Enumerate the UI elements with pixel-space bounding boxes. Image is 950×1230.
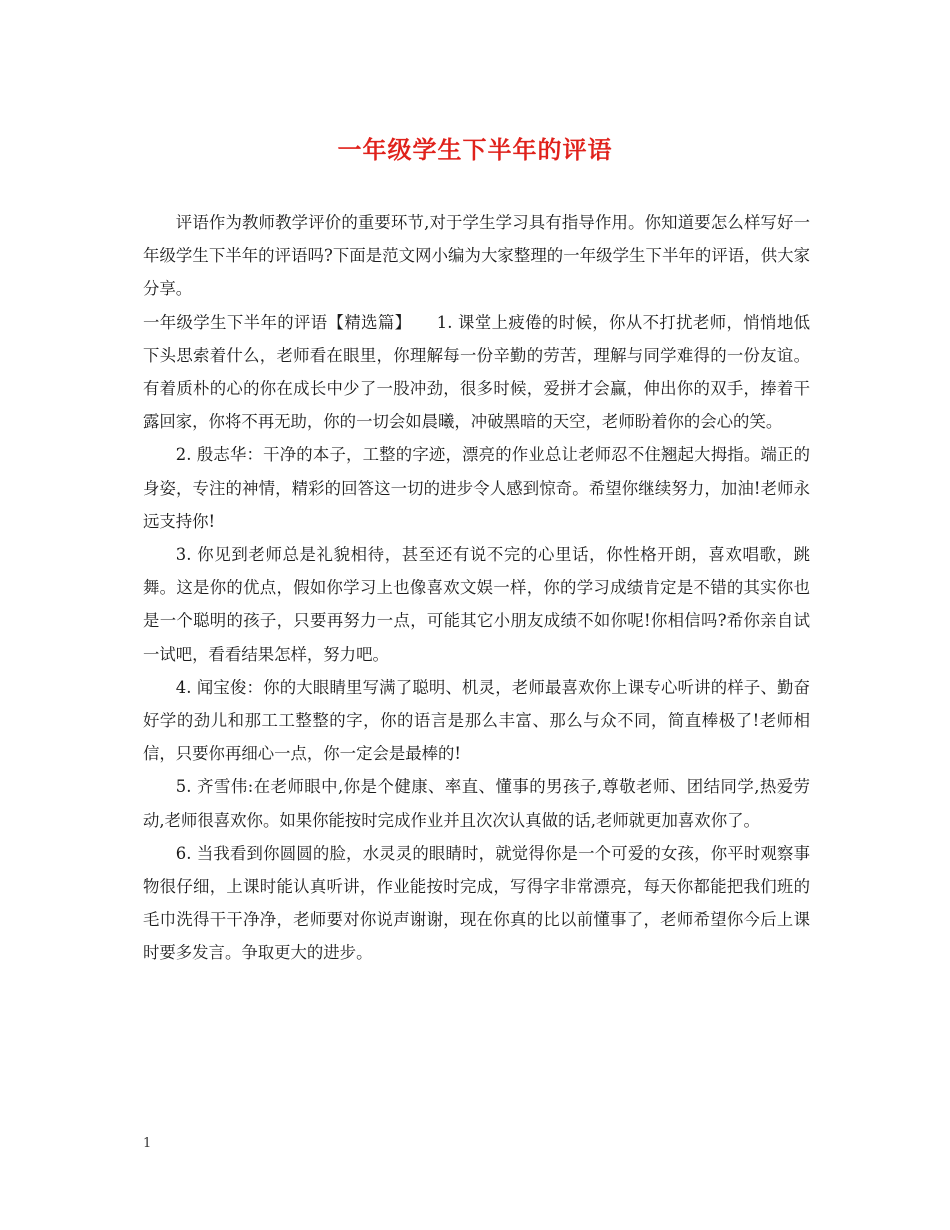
page-number: 1 (143, 1136, 152, 1151)
document-body (143, 206, 810, 970)
intro-paragraph: 评语作为教师教学评价的重要环节,对于学生学习具有指导作用。你知道要怎么样写好一年级学生下半年的评语吗?下面是范文网小编为大家整理的一年级学生下半年的评语，供大家分享。 (143, 213, 810, 299)
comment-paragraph-4: 4. 闻宝俊：你的大眼睛里写满了聪明、机灵，老师最喜欢你上课专心听讲的样子、勤奋好学的劲儿和那工工整整的字，你的语言是那么丰富、那么与众不同，简直棒极了!老师相信，只要你再细心一点，你一定会是最棒的! (143, 677, 810, 764)
comment-paragraph-3: 3. 你见到老师总是礼貌相待，甚至还有说不完的心里话，你性格开朗，喜欢唱歌，跳舞。这是你的优点，假如你学习上也像喜欢文娱一样，你的学习成绩肯定是不错的其实你也是一个聪明的孩子，只要再努力一点，可能其它小朋友成绩不如你呢!你相信吗?希你亲自试一试吧，看看结果怎样，努力吧。 (143, 545, 810, 664)
comment-paragraph-6: 6. 当我看到你圆圆的脸，水灵灵的眼睛时，就觉得你是一个可爱的女孩，你平时观察事物很仔细，上课时能认真听讲，作业能按时完成，写得字非常漂亮，每天你都能把我们班的毛巾洗得干干净净，老师要对你说声谢谢，现在你真的比以前懂事了，老师希望你今后上课时要多发言。争取更大的进步。 (143, 843, 810, 963)
comment-paragraph-5: 5. 齐雪伟:在老师眼中,你是个健康、率直、懂事的男孩子,尊敬老师、团结同学,热爱劳动,老师很喜欢你。如果你能按时完成作业并且次次认真做的话,老师就更加喜欢你了。 (143, 777, 810, 830)
document-title: 一年级学生下半年的评语 (337, 136, 613, 164)
comment-paragraph-2: 2. 殷志华：干净的本子，工整的字迹，漂亮的作业总让老师忍不住翘起大拇指。端正的身姿，专注的神情，精彩的回答这一切的进步令人感到惊奇。希望你继续努力，加油!老师永远支持你! (143, 445, 810, 531)
comment-paragraph-1: 一年级学生下半年的评语【精选篇】 1. 课堂上疲倦的时候，你从不打扰老师，悄悄地低下头思索着什么，老师看在眼里，你理解每一份辛勤的劳苦，理解与同学难得的一份友谊。有着质朴的心的你在成长中少了一股冲劲，很多时候，爱拼才会赢，伸出你的双手，捧着干露回家，你将不再无助，你的一切会如晨曦，冲破黑暗的天空，老师盼着你的会心的笑。 (143, 312, 810, 432)
